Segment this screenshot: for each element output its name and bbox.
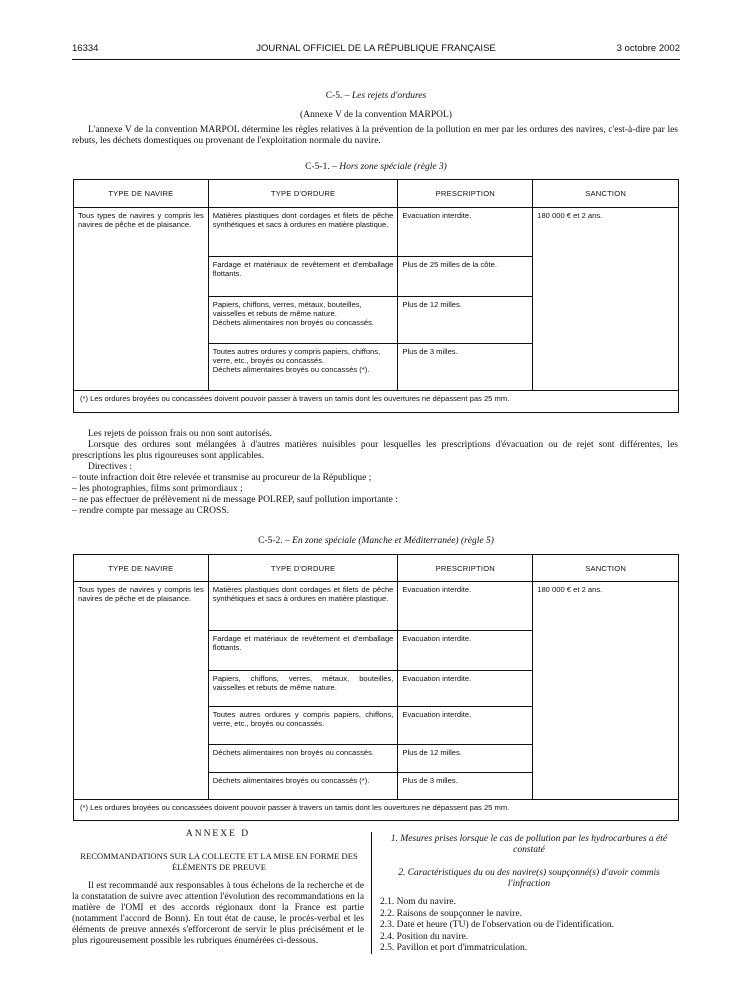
cell-ship-type: Tous types de navires y compris les navires de pêche et de plaisance. (74, 208, 209, 391)
running-header (72, 43, 680, 59)
cell-prescription: Plus de 12 milles. (398, 745, 533, 773)
section-c5-intro: L'annexe V de la convention MARPOL détermine les règles relatives à la prévention de la pollution en mer par les ordures des navires, c'est-à-dire par les rebuts, les déchets domestiques ou provenant de l'exploitation normale du navire. (72, 125, 678, 146)
list-item: 2.1. Nom du navire. (380, 897, 456, 907)
paragraph-mixed-waste: Lorsque des ordures sont mélangées à d'autres matières nuisibles pour lesquelles les prescriptions d'évacuation ou de rejet sont différentes, les prescriptions les plus rigoureuses sont applicables. (72, 440, 678, 461)
cell-waste: Fardage et matériaux de revêtement et d'emballage flottants. (208, 257, 398, 297)
cell-prescription: Plus de 3 milles. (398, 344, 533, 391)
list-item: 2.4. Position du navire. (380, 931, 469, 942)
table2-caption: C-5-2. – En zone spéciale (Manche et Méditerranée) (règle 5) (258, 536, 494, 546)
annexe-d-title: ANNEXE D (185, 829, 251, 839)
cell-prescription: Evacuation interdite. (398, 707, 533, 745)
cell-waste: Toutes autres ordures y compris papiers, chiffons, verre, etc., broyés ou concassés. Déchets alimentaires broyés ou concassés (*). (208, 344, 398, 391)
directive-item: – toute infraction doit être relevée et transmise au procureur de la République ; (72, 473, 372, 483)
column-divider (371, 832, 372, 954)
item-2-list (380, 897, 680, 955)
issue-date: 3 octobre 2002 (616, 43, 680, 54)
directive-item: – les photographies, films sont primordiaux ; (72, 484, 243, 494)
table-hors-zone-speciale (73, 179, 679, 413)
col-header-ship-type: TYPE DE NAVIRE (74, 180, 209, 208)
col-header-sanction: SANCTION (533, 180, 679, 208)
journal-title: JOURNAL OFFICIEL DE LA RÉPUBLIQUE FRANÇAISE (256, 43, 496, 54)
cell-waste: Matières plastiques dont cordages et filets de pêche synthétiques et sacs à ordures en matière plastique. (208, 208, 398, 257)
cell-waste: Matières plastiques dont cordages et filets de pêche synthétiques et sacs à ordures en matière plastique. (208, 582, 398, 631)
paragraph-fish: Les rejets de poisson frais ou non sont autorisés. (88, 429, 272, 439)
cell-prescription: Plus de 25 milles de la côte. (398, 257, 533, 297)
cell-sanction: 180 000 € et 2 ans. (533, 208, 679, 391)
list-item: 2.5. Pavillon et port d'immatriculation. (380, 943, 528, 953)
middle-text (72, 429, 678, 517)
col-header-waste-type: TYPE D'ORDURE (208, 180, 398, 208)
cell-sanction: 180 000 € et 2 ans. (533, 582, 679, 800)
table-en-zone-speciale (73, 554, 679, 821)
cell-waste: Toutes autres ordures y compris papiers, chiffons, verre, etc., broyés ou concassés. (208, 707, 398, 745)
cell-prescription: Plus de 3 milles. (398, 773, 533, 800)
page-number: 16334 (72, 43, 99, 54)
col-header-sanction: SANCTION (533, 555, 679, 582)
col-header-prescription: PRESCRIPTION (398, 555, 533, 582)
item-1-heading: 1. Mesures prises lorsque le cas de pollution par les hydrocarbures a été constaté (390, 834, 668, 855)
cell-waste: Déchets alimentaires broyés ou concassés (*). (208, 773, 398, 800)
table1-caption: C-5-1. – Hors zone spéciale (règle 3) (305, 162, 447, 172)
item-2-heading: 2. Caractéristiques du ou des navire(s) soupçonné(s) d'avoir commis l'infraction (398, 868, 660, 889)
list-item: 2.3. Date et heure (TU) de l'observation ou de l'identification. (380, 920, 614, 930)
cell-prescription: Plus de 12 milles. (398, 297, 533, 344)
table2-footnote: (*) Les ordures broyées ou concassées doivent pouvoir passer à travers un tamis dont les ouvertures ne dépassent pas 25 mm. (74, 800, 679, 821)
table1-footnote: (*) Les ordures broyées ou concassées doivent pouvoir passer à travers un tamis dont les ouvertures ne dépassent pas 25 mm. (74, 391, 679, 413)
directive-item: – rendre compte par message au CROSS. (72, 506, 229, 516)
cell-waste: Fardage et matériaux de revêtement et d'emballage flottants. (208, 631, 398, 671)
col-header-ship-type: TYPE DE NAVIRE (74, 555, 209, 582)
cell-waste: Papiers, chiffons, verres, métaux, bouteilles, vaisselles et rebuts de même nature. Déchets alimentaires non broyés ou concassés. (208, 297, 398, 344)
col-header-prescription: PRESCRIPTION (398, 180, 533, 208)
cell-waste: Papiers, chiffons, verres, métaux, bouteilles, vaisselles et rebuts de même nature. (208, 671, 398, 707)
annexe-d-paragraph: Il est recommandé aux responsables à tous échelons de la recherche et de la constatation de suivre avec attention l'évolution des recommandations en la matière de l'OMI et des accords régionaux dont la France est partie (notamment l'accord de Bonn). En tout état de cause, le procès-verbal et les éléments de preuve annexés s'efforceront de servir le plus précisément et le plus rigoureusement possible les rubriques énumérées ci-dessous. (72, 881, 364, 946)
col-header-waste-type: TYPE D'ORDURE (208, 555, 398, 582)
cell-waste: Déchets alimentaires non broyés ou concassés. (208, 745, 398, 773)
list-item: 2.2. Raisons de soupçonner le navire. (380, 908, 522, 919)
header-rule (72, 59, 680, 60)
section-c5-subtitle: (Annexe V de la convention MARPOL) (300, 110, 452, 120)
cell-prescription: Evacuation interdite. (398, 208, 533, 257)
directive-item: – ne pas effectuer de prélèvement ni de message POLREP, sauf pollution importante : (72, 495, 398, 505)
section-c5-heading: C-5. – Les rejets d'ordures (325, 91, 427, 101)
annexe-d-subtitle: RECOMMANDATIONS SUR LA COLLECTE ET LA MISE EN FORME DES ÉLÉMENTS DE PREUVE (80, 851, 358, 872)
cell-prescription: Evacuation interdite. (398, 671, 533, 707)
directives-label: Directives : (88, 462, 133, 472)
cell-prescription: Evacuation interdite. (398, 582, 533, 631)
cell-ship-type: Tous types de navires y compris les navires de pêche et de plaisance. (74, 582, 209, 800)
cell-prescription: Evacuation interdite. (398, 631, 533, 671)
